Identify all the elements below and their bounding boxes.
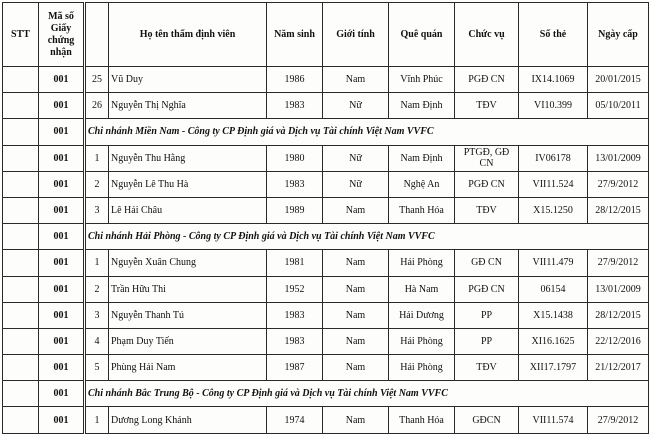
table-row: [3, 197, 649, 223]
index-cell: 26: [85, 93, 109, 119]
birth-year-cell: 1981: [267, 250, 323, 276]
issue-date-cell: 28/12/2015: [588, 197, 649, 223]
header-full-name: Họ tên thẩm định viên: [109, 3, 267, 67]
stt-cell: [3, 145, 39, 171]
issue-date-cell: 27/9/2012: [588, 407, 649, 433]
position-cell: GĐCN: [455, 407, 519, 433]
position-cell: TĐV: [455, 93, 519, 119]
gender-cell: Nam: [323, 302, 389, 328]
header-card-number: Số thẻ: [519, 3, 588, 67]
stt-cell: [3, 355, 39, 381]
branch-row: [3, 119, 649, 145]
stt-cell: [3, 276, 39, 302]
card-number-cell: IV06178: [519, 145, 588, 171]
stt-cell: [3, 93, 39, 119]
table-row: [3, 93, 649, 119]
hometown-cell: Hải Phòng: [389, 250, 455, 276]
header-hometown: Quê quán: [389, 3, 455, 67]
position-cell: PGĐ CN: [455, 276, 519, 302]
branch-row: [3, 224, 649, 250]
name-cell: Nguyễn Thị Nghĩa: [109, 93, 267, 119]
card-number-cell: VII11.574: [519, 407, 588, 433]
index-cell: 1: [85, 407, 109, 433]
hometown-cell: Nghệ An: [389, 171, 455, 197]
hometown-cell: Vĩnh Phúc: [389, 67, 455, 93]
branch-title: Chi nhánh Hải Phòng - Công ty CP Định giá và Dịch vụ Tài chính Việt Nam VVFC: [85, 224, 649, 250]
table-row: [3, 328, 649, 354]
issue-date-cell: 22/12/2016: [588, 328, 649, 354]
table-row: [3, 276, 649, 302]
issue-date-cell: 05/10/2011: [588, 93, 649, 119]
card-number-cell: IX14.1069: [519, 67, 588, 93]
birth-year-cell: 1952: [267, 276, 323, 302]
header-gender: Giới tính: [323, 3, 389, 67]
table-row: [3, 171, 649, 197]
certificate-code-cell: 001: [39, 328, 85, 354]
name-cell: Phùng Hải Nam: [109, 355, 267, 381]
birth-year-cell: 1983: [267, 328, 323, 354]
stt-cell: [3, 171, 39, 197]
certificate-code-cell: 001: [39, 93, 85, 119]
hometown-cell: Nam Định: [389, 145, 455, 171]
certificate-code-cell: 001: [39, 145, 85, 171]
header-stt: STT: [3, 3, 39, 67]
stt-cell: [3, 328, 39, 354]
certificate-code-cell: 001: [39, 250, 85, 276]
birth-year-cell: 1983: [267, 171, 323, 197]
hometown-cell: Thanh Hóa: [389, 197, 455, 223]
certificate-code-cell: 001: [39, 119, 85, 145]
birth-year-cell: 1986: [267, 67, 323, 93]
hometown-cell: Hà Nam: [389, 276, 455, 302]
gender-cell: Nam: [323, 67, 389, 93]
table-row: [3, 67, 649, 93]
certificate-code-cell: 001: [39, 407, 85, 433]
certificate-code-cell: 001: [39, 197, 85, 223]
branch-title: Chi nhánh Miền Nam - Công ty CP Định giá và Dịch vụ Tài chính Việt Nam VVFC: [85, 119, 649, 145]
gender-cell: Nam: [323, 276, 389, 302]
certificate-code-cell: 001: [39, 355, 85, 381]
card-number-cell: X15.1250: [519, 197, 588, 223]
stt-cell: [3, 250, 39, 276]
position-cell: PP: [455, 302, 519, 328]
gender-cell: Nữ: [323, 171, 389, 197]
card-number-cell: VII11.479: [519, 250, 588, 276]
issue-date-cell: 20/01/2015: [588, 67, 649, 93]
table-row: [3, 145, 649, 171]
index-cell: 3: [85, 302, 109, 328]
table-row: [3, 407, 649, 433]
name-cell: Nguyễn Thanh Tú: [109, 302, 267, 328]
index-cell: 5: [85, 355, 109, 381]
table-row: [3, 250, 649, 276]
certificate-code-cell: 001: [39, 171, 85, 197]
index-cell: 1: [85, 145, 109, 171]
stt-cell: [3, 224, 39, 250]
hometown-cell: Hải Phòng: [389, 355, 455, 381]
index-cell: 25: [85, 67, 109, 93]
header-index: [85, 3, 109, 67]
appraiser-table: [2, 2, 649, 434]
index-cell: 3: [85, 197, 109, 223]
header-row: [3, 3, 649, 67]
hometown-cell: Hải Phòng: [389, 328, 455, 354]
birth-year-cell: 1989: [267, 197, 323, 223]
stt-cell: [3, 67, 39, 93]
table-row: [3, 355, 649, 381]
name-cell: Lê Hải Châu: [109, 197, 267, 223]
name-cell: Dương Long Khánh: [109, 407, 267, 433]
gender-cell: Nam: [323, 197, 389, 223]
certificate-code-cell: 001: [39, 276, 85, 302]
gender-cell: Nam: [323, 407, 389, 433]
certificate-code-cell: 001: [39, 381, 85, 407]
position-cell: GĐ CN: [455, 250, 519, 276]
gender-cell: Nam: [323, 355, 389, 381]
branch-row: [3, 381, 649, 407]
issue-date-cell: 13/01/2009: [588, 145, 649, 171]
birth-year-cell: 1987: [267, 355, 323, 381]
card-number-cell: X15.1438: [519, 302, 588, 328]
certificate-code-cell: 001: [39, 67, 85, 93]
stt-cell: [3, 302, 39, 328]
stt-cell: [3, 407, 39, 433]
stt-cell: [3, 381, 39, 407]
issue-date-cell: 28/12/2015: [588, 302, 649, 328]
index-cell: 1: [85, 250, 109, 276]
card-number-cell: VII11.524: [519, 171, 588, 197]
stt-cell: [3, 119, 39, 145]
gender-cell: Nữ: [323, 145, 389, 171]
position-cell: TĐV: [455, 355, 519, 381]
table-row: [3, 302, 649, 328]
name-cell: Vũ Duy: [109, 67, 267, 93]
header-issue-date: Ngày cấp: [588, 3, 649, 67]
table-body: [3, 67, 649, 434]
card-number-cell: VI10.399: [519, 93, 588, 119]
certificate-code-cell: 001: [39, 302, 85, 328]
card-number-cell: XII17.1797: [519, 355, 588, 381]
name-cell: Nguyễn Lê Thu Hà: [109, 171, 267, 197]
issue-date-cell: 13/01/2009: [588, 276, 649, 302]
position-cell: PP: [455, 328, 519, 354]
name-cell: Trần Hữu Thi: [109, 276, 267, 302]
birth-year-cell: 1983: [267, 302, 323, 328]
issue-date-cell: 21/12/2017: [588, 355, 649, 381]
card-number-cell: 06154: [519, 276, 588, 302]
position-cell: PGĐ CN: [455, 171, 519, 197]
birth-year-cell: 1983: [267, 93, 323, 119]
hometown-cell: Hải Dương: [389, 302, 455, 328]
card-number-cell: XI16.1625: [519, 328, 588, 354]
hometown-cell: Thanh Hóa: [389, 407, 455, 433]
stt-cell: [3, 197, 39, 223]
header-certificate-code: Mã số Giấy chứng nhận: [39, 3, 85, 67]
birth-year-cell: 1980: [267, 145, 323, 171]
header-birth-year: Năm sinh: [267, 3, 323, 67]
gender-cell: Nam: [323, 328, 389, 354]
index-cell: 2: [85, 171, 109, 197]
header-position: Chức vụ: [455, 3, 519, 67]
gender-cell: Nữ: [323, 93, 389, 119]
position-cell: PGĐ CN: [455, 67, 519, 93]
branch-title: Chi nhánh Bắc Trung Bộ - Công ty CP Định giá và Dịch vụ Tài chính Việt Nam VVFC: [85, 381, 649, 407]
name-cell: Phạm Duy Tiến: [109, 328, 267, 354]
issue-date-cell: 27/9/2012: [588, 250, 649, 276]
name-cell: Nguyễn Xuân Chung: [109, 250, 267, 276]
index-cell: 2: [85, 276, 109, 302]
index-cell: 4: [85, 328, 109, 354]
certificate-code-cell: 001: [39, 224, 85, 250]
position-cell: TĐV: [455, 197, 519, 223]
issue-date-cell: 27/9/2012: [588, 171, 649, 197]
birth-year-cell: 1974: [267, 407, 323, 433]
gender-cell: Nam: [323, 250, 389, 276]
name-cell: Nguyễn Thu Hằng: [109, 145, 267, 171]
position-cell: PTGĐ, GĐ CN: [455, 145, 519, 171]
hometown-cell: Nam Định: [389, 93, 455, 119]
